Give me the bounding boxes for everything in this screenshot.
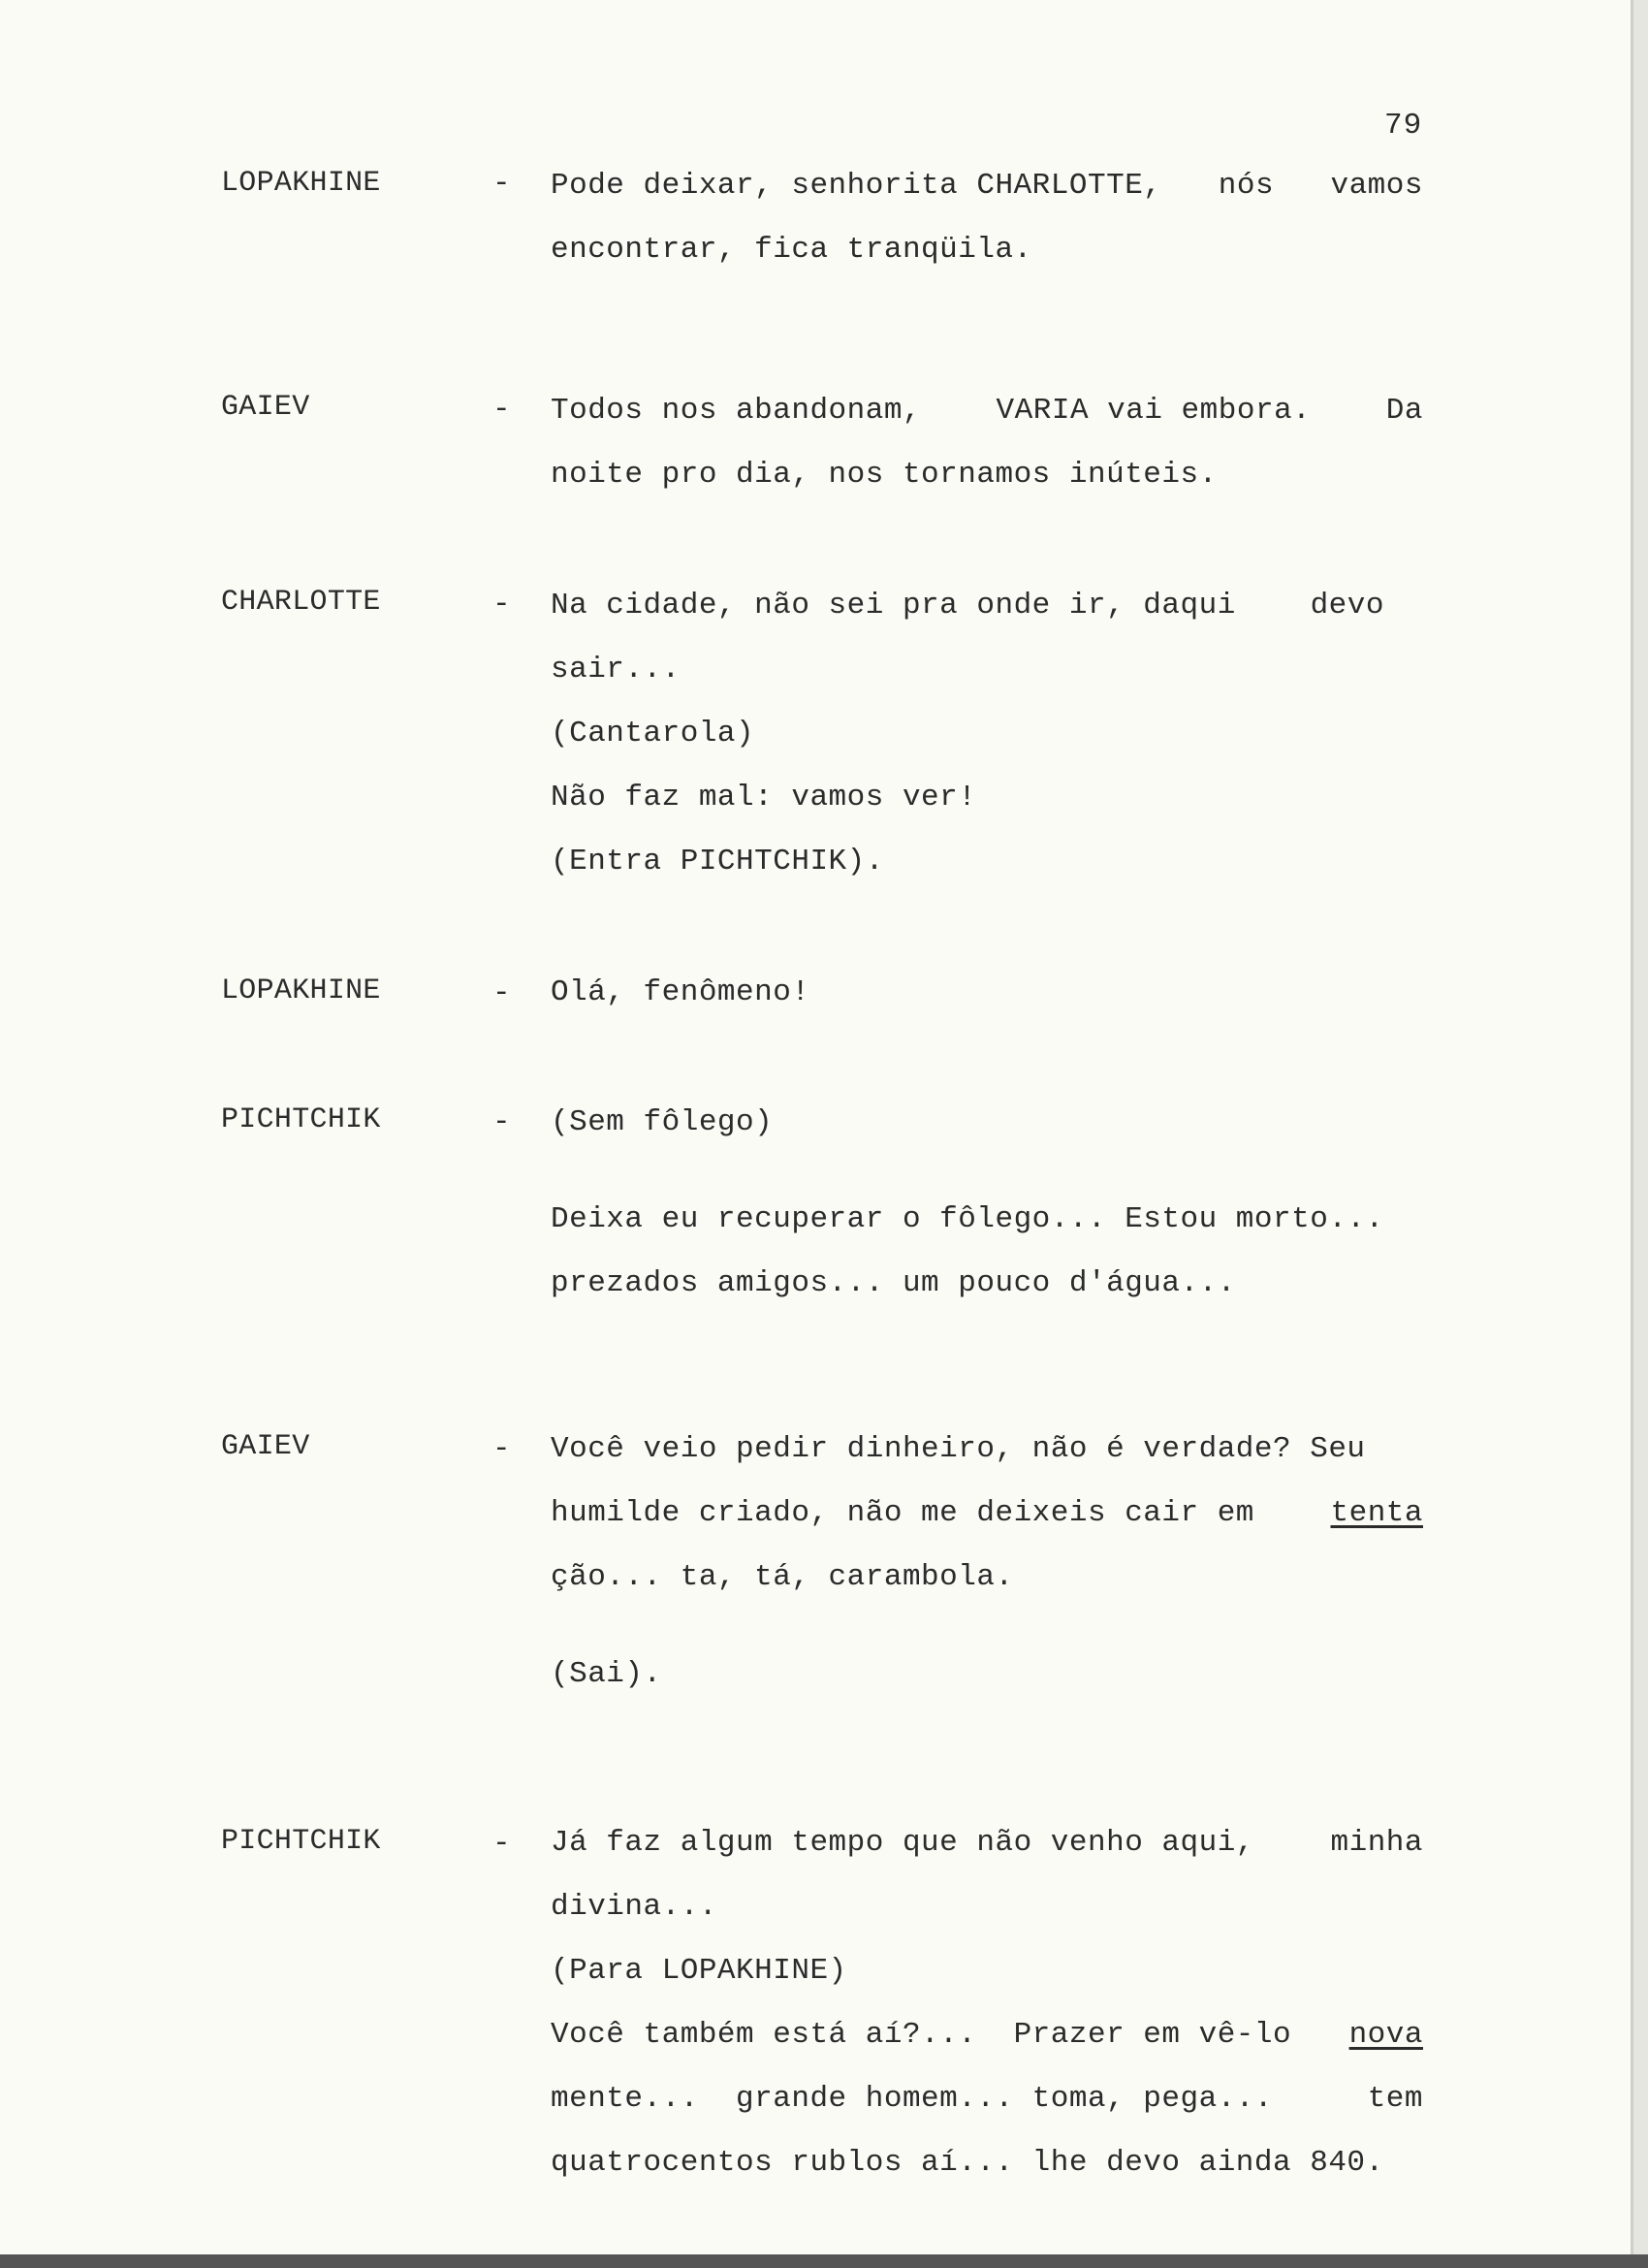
dialogue-line: Deixa eu recuperar o fôlego... Estou morto... [551,1202,1384,1236]
dash: - [492,588,511,622]
dialogue-line: sair... [551,653,681,687]
dash: - [492,976,511,1010]
speaker-name: PICHTCHIK [221,1825,381,1858]
dash: - [492,1827,511,1861]
dialogue-line: noite pro dia, nos tornamos inúteis. [551,458,1218,492]
dialogue-line: humilde criado, não me deixeis cair em tenta [551,1496,1423,1530]
speaker-name: GAIEV [221,391,310,424]
dialogue-line: Olá, fenômeno! [551,975,810,1009]
dash: - [492,393,511,427]
stage-direction: (Cantarola) [551,717,755,751]
dialogue-line: Você também está aí?... Prazer em vê-lo nova [551,2018,1423,2052]
dialogue-line: divina... [551,1890,717,1924]
page-edge [1631,0,1648,2268]
dash: - [492,167,511,201]
speaker-name: LOPAKHINE [221,167,381,200]
page-number: 79 [1384,109,1423,143]
dialogue-line: quatrocentos rublos aí... lhe devo ainda 840. [551,2146,1384,2180]
dialogue-line: prezados amigos... um pouco d'água... [551,1266,1236,1300]
stage-direction: (Sai). [551,1657,662,1691]
dialogue-line: Todos nos abandonam, VARIA vai embora. Da [551,394,1423,428]
dialogue-line: encontrar, fica tranqüila. [551,233,1032,267]
speaker-name: CHARLOTTE [221,586,381,619]
scan-bottom-edge [0,2254,1648,2268]
dialogue-line: Na cidade, não sei pra onde ir, daqui devo [551,589,1384,623]
stage-direction: (Para LOPAKHINE) [551,1954,847,1988]
dialogue-line: mente... grande homem... toma, pega... tem [551,2082,1423,2116]
speaker-name: PICHTCHIK [221,1103,381,1136]
dash: - [492,1105,511,1139]
dialogue-line: ção... ta, tá, carambola. [551,1560,1014,1594]
dialogue-line: Você veio pedir dinheiro, não é verdade? Seu [551,1432,1366,1466]
dialogue-line: Pode deixar, senhorita CHARLOTTE, nós vamos [551,169,1423,203]
dialogue-line: Já faz algum tempo que não venho aqui, minha [551,1826,1423,1860]
dialogue-line: Não faz mal: vamos ver! [551,781,977,815]
stage-direction: (Entra PICHTCHIK). [551,845,884,878]
speaker-name: LOPAKHINE [221,974,381,1007]
stage-direction: (Sem fôlego) [551,1105,774,1139]
dash: - [492,1432,511,1466]
speaker-name: GAIEV [221,1430,310,1463]
